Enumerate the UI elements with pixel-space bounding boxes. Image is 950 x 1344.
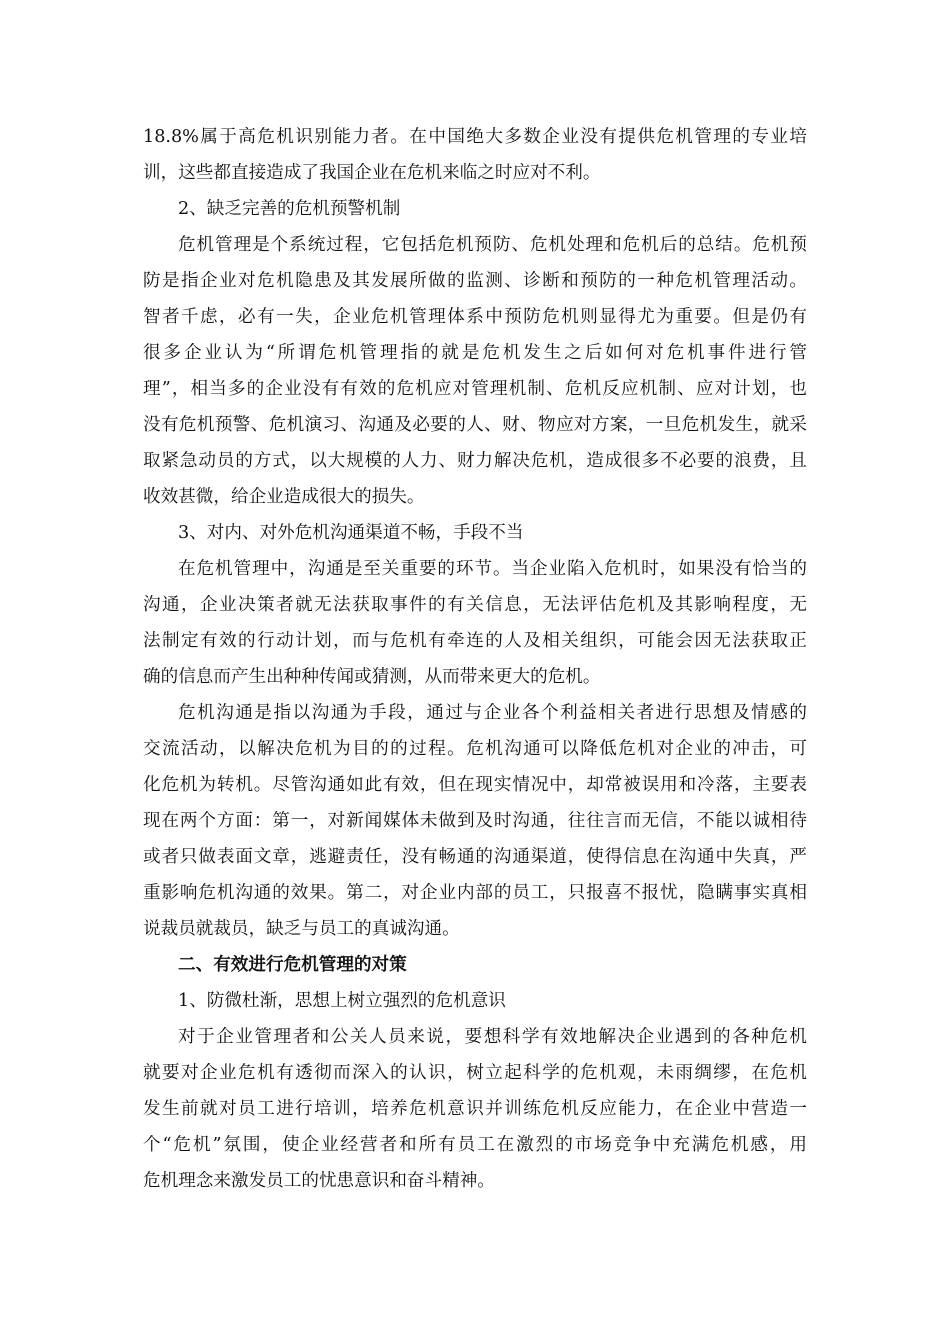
section-heading: 2、缺乏完善的危机预警机制 — [178, 199, 401, 219]
text-line: 在危机管理中，沟通是至关重要的环节。当企业陷入危机时，如果没有恰当的 — [178, 559, 807, 579]
text-line: 对于企业管理者和公关人员来说，要想科学有效地解决企业遇到的各种危机 — [178, 1027, 807, 1047]
text-line: 取紧急动员的方式，以大规模的人力、财力解决危机，造成很多不必要的浪费，且 — [143, 451, 807, 471]
text-line: 危机理念来激发员工的忧患意识和奋斗精神。 — [143, 1171, 495, 1191]
text-line: 法制定有效的行动计划，而与危机有牵连的人及相关组织，可能会因无法获取正 — [143, 631, 807, 651]
text-line: 现在两个方面：第一，对新闻媒体未做到及时沟通，往往言而无信，不能以诚相待 — [143, 811, 807, 831]
text-line: 危机管理是个系统过程，它包括危机预防、危机处理和危机后的总结。危机预 — [178, 235, 807, 255]
text-line: 防是指企业对危机隐患及其发展所做的监测、诊断和预防的一种危机管理活动。 — [143, 271, 807, 291]
text-line: 18.8%属于高危机识别能力者。在中国绝大多数企业没有提供危机管理的专业培 — [143, 127, 807, 147]
text-line: 沟通，企业决策者就无法获取事件的有关信息，无法评估危机及其影响程度，无 — [143, 595, 807, 615]
text-line: 就要对企业危机有透彻而深入的认识，树立起科学的危机观，未雨绸缪，在危机 — [143, 1063, 807, 1083]
text-line: 重影响危机沟通的效果。第二，对企业内部的员工，只报喜不报忧，隐瞒事实真相 — [143, 883, 807, 903]
section-heading: 3、对内、对外危机沟通渠道不畅，手段不当 — [178, 523, 524, 543]
text-line: 发生前就对员工进行培训，培养危机意识并训练危机反应能力，在企业中营造一 — [143, 1099, 807, 1119]
text-line: 交流活动，以解决危机为目的的过程。危机沟通可以降低危机对企业的冲击，可 — [143, 739, 807, 759]
text-line: 很多企业认为“所谓危机管理指的就是危机发生之后如何对危机事件进行管 — [143, 343, 807, 363]
text-line: 说裁员就裁员，缺乏与员工的真诚沟通。 — [143, 919, 460, 939]
text-line: 智者千虑，必有一失，企业危机管理体系中预防危机则显得尤为重要。但是仍有 — [143, 307, 807, 327]
text-line: 或者只做表面文章，逃避责任，没有畅通的沟通渠道，使得信息在沟通中失真，严 — [143, 847, 807, 867]
text-line: 危机沟通是指以沟通为手段，通过与企业各个利益相关者进行思想及情感的 — [178, 703, 807, 723]
text-line: 训，这些都直接造成了我国企业在危机来临之时应对不利。 — [143, 163, 601, 183]
text-line: 化危机为转机。尽管沟通如此有效，但在现实情况中，却常被误用和冷落，主要表 — [143, 775, 807, 795]
section-heading: 1、防微杜渐，思想上树立强烈的危机意识 — [178, 991, 506, 1011]
text-line: 收效甚微，给企业造成很大的损失。 — [143, 487, 425, 507]
text-line: 确的信息而产生出种种传闻或猜测，从而带来更大的危机。 — [143, 667, 601, 687]
text-line: 没有危机预警、危机演习、沟通及必要的人、财、物应对方案，一旦危机发生，就采 — [143, 415, 807, 435]
text-line: 理”，相当多的企业没有有效的危机应对管理机制、危机反应机制、应对计划，也 — [143, 379, 807, 399]
chapter-heading: 二、有效进行危机管理的对策 — [178, 954, 407, 975]
text-line: 个“危机”氛围，使企业经营者和所有员工在激烈的市场竞争中充满危机感，用 — [143, 1135, 807, 1155]
